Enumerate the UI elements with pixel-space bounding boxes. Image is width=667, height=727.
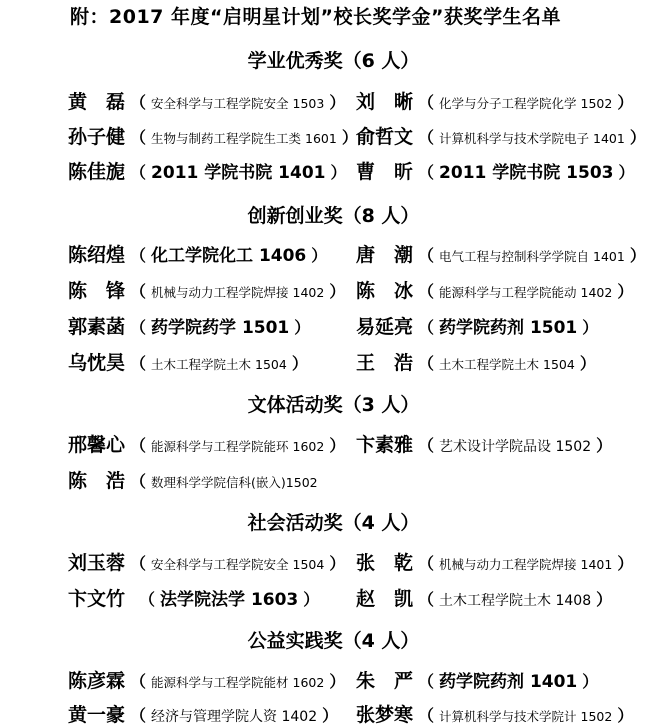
student-department: 法学院法学 1603: [160, 590, 299, 610]
close-paren: ）: [329, 282, 346, 301]
student-entry: [68, 466, 318, 493]
student-department: 2011 学院书院 1503: [439, 163, 614, 183]
open-paren: （: [130, 672, 147, 691]
student-department: 土木工程学院土木 1504: [439, 357, 575, 372]
open-paren: （: [418, 590, 435, 609]
student-department: 药学院药剂 1401: [439, 672, 578, 692]
student-department: 化学与分子工程学院化学 1502: [439, 96, 613, 111]
document-title: 附：2017 年度“启明星计划”校长奖学金”获奖学生名单: [70, 6, 561, 28]
student-department: 生物与制药工程学院生工类 1601: [151, 131, 337, 146]
award-row: [0, 466, 667, 492]
student-name: 卞素雅: [356, 434, 414, 456]
open-paren: （: [418, 93, 435, 112]
open-paren: （: [130, 282, 147, 301]
student-department: 电气工程与控制科学学院自 1401: [439, 249, 625, 264]
close-paren: ）: [596, 436, 613, 455]
student-entry: [356, 666, 603, 693]
section-heading-social: 社会活动奖（4 人）: [247, 512, 420, 534]
open-paren: （: [418, 672, 435, 691]
student-name: 陈彦霖: [68, 670, 126, 692]
student-entry: [356, 312, 603, 339]
student-department: 机械与动力工程学院焊接 1401: [439, 557, 613, 572]
student-entry: [68, 240, 332, 267]
close-paren: ）: [582, 672, 599, 691]
student-entry: [356, 157, 640, 184]
student-name: 乌忱昊: [68, 352, 126, 374]
student-name: 王 浩: [356, 352, 414, 374]
close-paren: ）: [311, 246, 328, 265]
student-department: 2011 学院书院 1401: [151, 163, 326, 183]
close-paren: ）: [617, 93, 634, 112]
student-name: 黄一豪: [68, 704, 126, 726]
student-entry: [356, 276, 638, 303]
award-row: [0, 548, 667, 574]
student-entry: [68, 666, 350, 693]
award-row: [0, 87, 667, 113]
close-paren: ）: [617, 706, 634, 725]
student-department: 土木工程学院土木 1504: [151, 357, 287, 372]
student-name: 俞哲文: [356, 126, 414, 148]
student-name: 郭素菡: [68, 316, 126, 338]
student-entry: [356, 122, 651, 149]
open-paren: （: [418, 246, 435, 265]
close-paren: ）: [291, 354, 308, 373]
open-paren: （: [418, 554, 435, 573]
open-paren: （: [139, 590, 156, 609]
student-department: 药学院药剂 1501: [439, 318, 578, 338]
open-paren: （: [130, 163, 147, 182]
open-paren: （: [130, 318, 147, 337]
student-name: 陈 冰: [356, 280, 414, 302]
open-paren: （: [130, 354, 147, 373]
open-paren: （: [418, 354, 435, 373]
student-entry: [68, 157, 352, 184]
student-name: 曹 昕: [356, 161, 414, 183]
open-paren: （: [418, 128, 435, 147]
close-paren: ）: [329, 672, 346, 691]
student-entry: [356, 548, 638, 575]
student-name: 赵 凯: [356, 588, 414, 610]
student-department: 计算机科学与技术学院电子 1401: [439, 131, 625, 146]
open-paren: （: [418, 706, 435, 725]
student-entry: [68, 548, 350, 575]
student-department: 计算机科学与技术学院计 1502: [439, 709, 613, 724]
open-paren: （: [130, 554, 147, 573]
student-department: 机械与动力工程学院焊接 1402: [151, 285, 325, 300]
open-paren: （: [418, 436, 435, 455]
student-name: 陈 锋: [68, 280, 126, 302]
student-entry: [356, 240, 651, 267]
close-paren: ）: [341, 128, 358, 147]
student-name: 朱 严: [356, 670, 414, 692]
student-department: 能源科学与工程学院能动 1402: [439, 285, 613, 300]
close-paren: ）: [294, 318, 311, 337]
student-entry: [356, 430, 617, 457]
student-name: 陈绍煌: [68, 244, 126, 266]
student-entry: [68, 312, 315, 339]
section-heading-public-welfare: 公益实践奖（4 人）: [247, 630, 420, 652]
student-name: 陈 浩: [68, 470, 126, 492]
student-department: 经济与管理学院人资 1402: [151, 709, 318, 725]
open-paren: （: [130, 93, 147, 112]
award-row: [0, 276, 667, 302]
open-paren: （: [418, 163, 435, 182]
student-entry: [68, 87, 350, 114]
student-entry: [68, 584, 324, 611]
open-paren: （: [130, 472, 147, 491]
student-entry: [356, 348, 601, 375]
close-paren: ）: [617, 554, 634, 573]
student-entry: [356, 700, 638, 727]
close-paren: ）: [582, 318, 599, 337]
open-paren: （: [418, 282, 435, 301]
student-entry: [68, 430, 350, 457]
student-name: 张梦寒: [356, 704, 414, 726]
student-name: 刘玉蓉: [68, 552, 126, 574]
award-row: [0, 312, 667, 338]
section-heading-innovation: 创新创业奖（8 人）: [247, 205, 420, 227]
student-name: 张 乾: [356, 552, 414, 574]
student-entry: [68, 348, 313, 375]
student-name: 邢馨心: [68, 434, 126, 456]
student-department: 土木工程学院土木 1408: [439, 593, 592, 609]
student-department: 数理科学学院信科(嵌入)1502: [151, 475, 318, 490]
student-department: 能源科学与工程学院能材 1602: [151, 675, 325, 690]
section-heading-arts-sports: 文体活动奖（3 人）: [247, 394, 420, 416]
award-row: [0, 584, 667, 610]
student-department: 安全科学与工程学院安全 1504: [151, 557, 325, 572]
close-paren: ）: [329, 436, 346, 455]
award-row: [0, 157, 667, 183]
open-paren: （: [130, 436, 147, 455]
close-paren: ）: [579, 354, 596, 373]
student-name: 陈佳旎: [68, 161, 126, 183]
open-paren: （: [130, 246, 147, 265]
close-paren: ）: [329, 554, 346, 573]
student-name: 易延亮: [356, 316, 414, 338]
student-department: 艺术设计学院品设 1502: [439, 439, 592, 455]
student-entry: [68, 276, 350, 303]
open-paren: （: [418, 318, 435, 337]
open-paren: （: [130, 706, 147, 725]
student-name: 刘 晰: [356, 91, 414, 113]
student-name: 孙子健: [68, 126, 126, 148]
award-row: [0, 122, 667, 148]
open-paren: （: [130, 128, 147, 147]
student-entry: [356, 584, 617, 611]
award-row: [0, 700, 667, 726]
award-row: [0, 240, 667, 266]
student-name: 卞文竹: [68, 588, 126, 610]
student-entry: [68, 700, 343, 727]
student-entry: [68, 122, 363, 149]
close-paren: ）: [330, 163, 347, 182]
student-name: 黄 磊: [68, 91, 126, 113]
student-department: 安全科学与工程学院安全 1503: [151, 96, 325, 111]
close-paren: ）: [629, 128, 646, 147]
close-paren: ）: [629, 246, 646, 265]
close-paren: ）: [618, 163, 635, 182]
close-paren: ）: [329, 93, 346, 112]
student-department: 化工学院化工 1406: [151, 246, 307, 266]
award-row: [0, 348, 667, 374]
student-department: 药学院药学 1501: [151, 318, 290, 338]
award-row: [0, 430, 667, 456]
award-row: [0, 666, 667, 692]
close-paren: ）: [596, 590, 613, 609]
close-paren: ）: [303, 590, 320, 609]
student-name: 唐 潮: [356, 244, 414, 266]
student-entry: [356, 87, 638, 114]
close-paren: ）: [617, 282, 634, 301]
section-heading-academic: 学业优秀奖（6 人）: [247, 50, 420, 72]
close-paren: ）: [322, 706, 339, 725]
student-department: 能源科学与工程学院能环 1602: [151, 439, 325, 454]
